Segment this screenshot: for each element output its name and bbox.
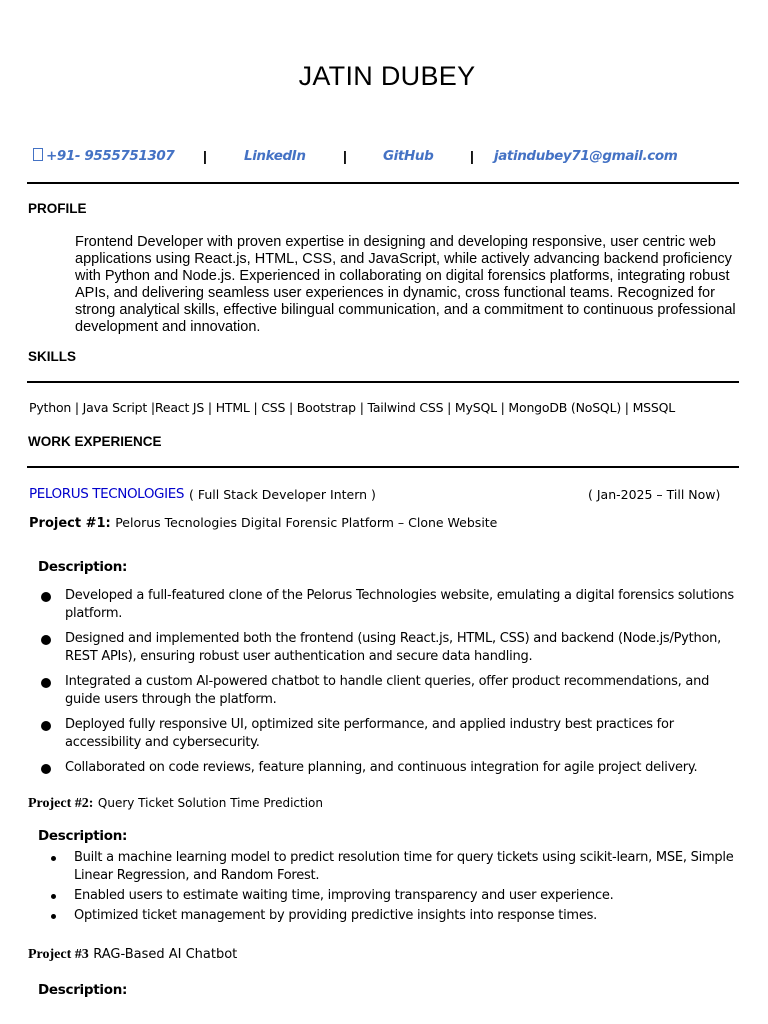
list-item: Designed and implemented both the frontend (using React.js, HTML, CSS) and backend (Node.js/Python, REST APIs), ensuring robust user authentication and secure data handling. [0,630,740,665]
header-divider [27,182,739,184]
profile-summary: Frontend Developer with proven expertise in designing and developing responsive, user centric web applications using React.js, HTML, CSS, and JavaScript, while actively advancing backend proficiency with Python and Node.js. Experienced in collaborating on digital forensics platforms, integrating robust APIs, and delivering seamless user experiences in dynamic, cross functional teams. Recognized for strong analytical skills, effective bilingual communication, and a commitment to continuous professional development and innovation. [75,234,736,335]
bullet-dot [51,894,56,899]
project-label: Project #2: [28,796,94,811]
list-item: Optimized ticket management by providing predictive insights into response times. [0,907,740,925]
contact-separator: | [470,148,474,164]
bullet-dot [51,856,56,861]
list-item: Enabled users to estimate waiting time, improving transparency and user experience. [0,887,740,905]
phone-icon [33,148,43,161]
project-name: Query Ticket Solution Time Prediction [97,796,323,810]
description-label: Description: [38,559,128,575]
list-item: Developed a full-featured clone of the Pelorus Technologies website, emulating a digital forensics solutions platform. [0,587,740,622]
company-name: PELORUS TECNOLOGIES [29,486,184,502]
project-name: RAG-Based AI Chatbot [93,947,238,962]
project-1-title [29,514,497,532]
bullet-dot [51,914,56,919]
bullet-dot [41,721,51,731]
list-item: Collaborated on code reviews, feature planning, and continuous integration for agile project delivery. [0,759,740,777]
job-dates: ( Jan-2025 – Till Now) [588,487,721,502]
list-item: Integrated a custom AI-powered chatbot to handle client queries, offer product recommendations, and guide users through the platform. [0,673,740,708]
list-item: Deployed fully responsive UI, optimized site performance, and applied industry best practices for accessibility and cybersecurity. [0,716,740,751]
contact-separator: | [343,148,347,164]
project-2-title [28,794,323,812]
bullet-dot [41,764,51,774]
project-2-bullets [0,849,740,927]
bullet-dot [41,635,51,645]
project-label: Project #1: [29,516,111,531]
description-label: Description: [38,828,128,844]
skills-list: Python | Java Script |React JS | HTML | CSS | Bootstrap | Tailwind CSS | MySQL | MongoDB (NoSQL) | MSSQL [29,400,676,415]
project-3-title [28,945,237,963]
project-name: Pelorus Tecnologies Digital Forensic Platform – Clone Website [115,515,498,530]
skills-divider [27,381,739,383]
email-link[interactable]: jatindubey71@gmail.com [494,148,678,164]
list-item: Built a machine learning model to predict resolution time for query tickets using scikit-learn, MSE, Simple Linear Regression, and Random Forest. [0,849,740,885]
candidate-name: JATIN DUBEY [298,61,476,91]
skills-heading: SKILLS [28,349,77,364]
bullet-dot [41,592,51,602]
description-label: Description: [38,982,128,998]
project-1-bullets [0,587,740,785]
experience-divider [27,466,739,468]
phone-contact[interactable] [33,148,174,164]
profile-heading: PROFILE [28,201,87,216]
github-link[interactable]: GitHub [383,148,434,164]
contact-separator: | [203,148,207,164]
project-label: Project #3 [28,947,89,962]
experience-heading: WORK EXPERIENCE [28,434,162,449]
phone-number: +91- 9555751307 [46,148,175,164]
linkedin-link[interactable]: LinkedIn [244,148,306,164]
bullet-dot [41,678,51,688]
job-role: ( Full Stack Developer Intern ) [189,487,376,502]
